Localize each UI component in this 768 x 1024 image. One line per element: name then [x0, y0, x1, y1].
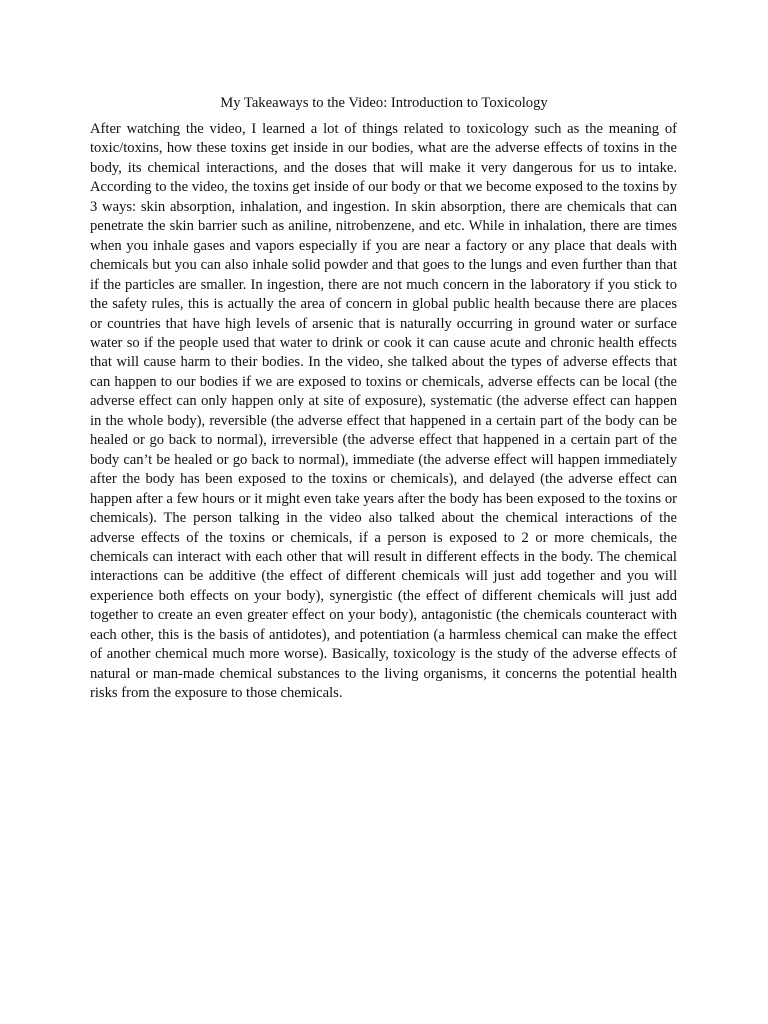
document-title: My Takeaways to the Video: Introduction to Toxicology [220, 95, 548, 111]
document-body-paragraph: After watching the video, I learned a lot of things related to toxicology such as the meaning of toxic/toxins, how these toxins get inside in our bodies, what are the adverse effects of toxins in the body, its chemical interactions, and the doses that will make it very dangerous for us to intake. According to the video, the toxins get inside of our body or that we become exposed to the toxins by 3 ways: skin absorption, inhalation, and ingestion. In skin absorption, there are chemicals that can penetrate the skin barrier such as aniline, nitrobenzene, and etc. While in inhalation, there are times when you inhale gases and vapors especially if you are near a factory or any place that deals with chemicals but you can also inhale solid powder and that goes to the lungs and even further than that if the particles are smaller. In ingestion, there are not much concern in the laboratory if you stick to the safety rules, this is actually the area of concern in global public health because there are places or countries that have high levels of arsenic that is naturally occurring in ground water or surface water so if the people used that water to drink or cook it can cause acute and chronic health effects that will cause harm to their bodies. In the video, she talked about the types of adverse effects that can happen to our bodies if we are exposed to toxins or chemicals, adverse effects can be local (the adverse effect can only happen only at site of exposure), systematic (the adverse effect can happen in the whole body), reversible (the adverse effect that happened in a certain part of the body can be healed or go back to normal), irreversible (the adverse effect that happened in a certain part of the body can’t be healed or go back to normal), immediate (the adverse effect will happen immediately after the body has been exposed to the toxins or chemicals), and delayed (the adverse effect can happen after a few hours or it might even take years after the body has been exposed to the toxins or chemicals). The person talking in the video also talked about the chemical interactions of the adverse effects of the toxins or chemicals, if a person is exposed to 2 or more chemicals, the chemicals can interact with each other that will result in different effects in the body. The chemical interactions can be additive (the effect of different chemicals will just add together and you will experience both effects on your body), synergistic (the effect of different chemicals will just add together to create an even greater effect on your body), antagonistic (the chemicals counteract with each other, this is the basis of antidotes), and potentiation (a harmless chemical can make the effect of another chemical much more worse). Basically, toxicology is the study of the adverse effects of natural or man-made chemical substances to the living organisms, it concerns the potential health risks from the exposure to those chemicals. [90, 121, 677, 702]
